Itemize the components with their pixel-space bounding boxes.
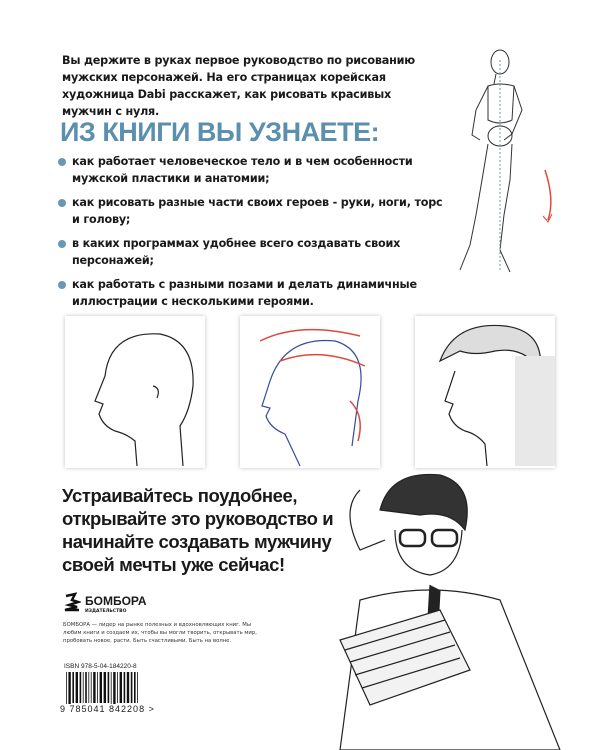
list-item-text: как работает человеческое тело и в чем особенности мужской пластики и анатомии;: [72, 155, 413, 185]
bullet-icon: [58, 199, 66, 207]
head-sketch-frame-3: [415, 316, 555, 468]
publisher-name: БОМБОРА: [85, 594, 147, 608]
closing-text: Устраивайтесь поудобнее, открывайте это руководство и начинайте создавать мужчину своей мечты уже сейчас!: [62, 485, 334, 575]
publisher-logo: [63, 590, 147, 614]
barcode-number: 9 785041 842208 >: [60, 704, 155, 714]
bullet-icon: [58, 281, 66, 289]
head-sketch-frame-1: [65, 316, 205, 468]
finished-head-illustration: [415, 316, 555, 468]
list-item-text: в каких программах удобнее всего создавать своих персонажей;: [72, 237, 401, 267]
barcode: [62, 672, 142, 708]
mannequin-figure-illustration: [430, 40, 570, 280]
bullet-list: [58, 153, 448, 317]
list-item: [58, 235, 448, 269]
section-heading: ИЗ КНИГИ ВЫ УЗНАЕТЕ:: [60, 117, 380, 147]
publisher-subtitle: ИЗДАТЕЛЬСТВО: [85, 609, 127, 614]
list-item: [58, 276, 448, 310]
bullet-icon: [58, 240, 66, 248]
list-item: [58, 153, 448, 187]
list-item: [58, 194, 448, 228]
head-sketch-frame-2: [240, 316, 380, 468]
list-item-text: как рисовать разные части своих героев - руки, ноги, торс и голову;: [72, 196, 443, 226]
bald-head-illustration: [65, 316, 205, 468]
man-with-books-illustration: [300, 470, 570, 750]
isbn: ISBN 978-5-04-184220-8: [64, 663, 137, 670]
publisher-description: БОМБОРА — лидер на рынке полезных и вдохновляющих книг. Мы любим книги и создаем их, чтобы вы могли творить, открывать мир, пробовать новое, расти. Быть счастливыми. Быть на волне.: [63, 622, 257, 644]
publisher-logo-icon: [63, 592, 81, 612]
list-item-text: как работать с разными позами и делать динамичные иллюстрации с несколькими героями.: [72, 278, 417, 308]
bullet-icon: [58, 158, 66, 166]
hair-guide-illustration: [240, 316, 380, 468]
intro-paragraph: Вы держите в руках первое руководство по рисованию мужских персонажей. На его страницах корейская художница Dabi расскажет, как рисовать красивых мужчин с нуля.: [62, 54, 415, 118]
